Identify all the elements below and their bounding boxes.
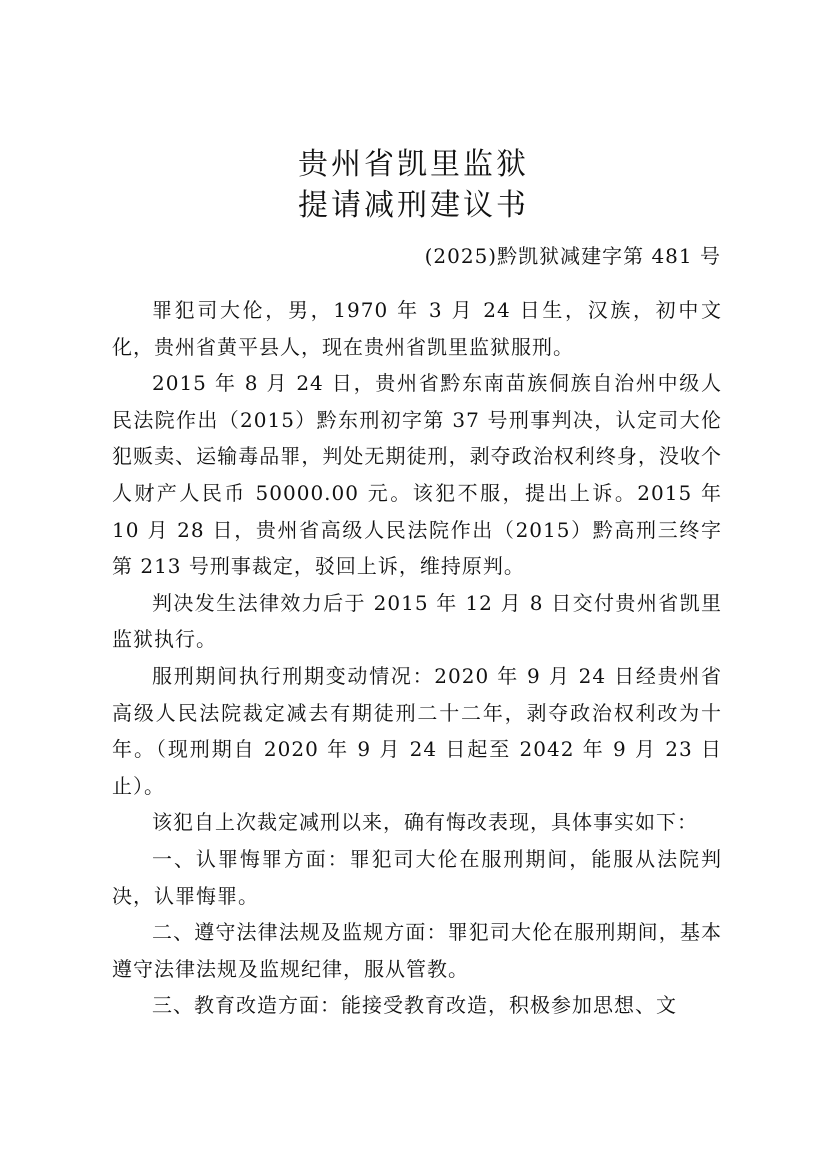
- paragraph-criminal-info: 罪犯司大伦，男，1970 年 3 月 24 日生，汉族，初中文化，贵州省黄平县人，现在贵州省凯里监狱服刑。: [112, 298, 722, 359]
- paragraph-judgment: 2015 年 8 月 24 日，贵州省黔东南苗族侗族自治州中级人民法院作出（2015）黔东刑初字第 37 号刑事判决，认定司大伦犯贩卖、运输毒品罪，判处无期徒刑，剥夺政治权利终身，没收个人财产人民币 50000.00 元。该犯不服，提出上诉。2015 年 10 月 28 日，贵州省高级人民法院作出（2015）黔高刑三终字第 213 号刑事裁定，驳回上诉，维持原判。: [112, 371, 722, 579]
- document-body: [112, 292, 722, 1024]
- document-title-line1: 贵州省凯里监狱: [298, 147, 529, 182]
- paragraph-sentence-change: 服刑期间执行刑期变动情况：2020 年 9 月 24 日经贵州省高级人民法院裁定减去有期徒刑二十二年，剥夺政治权利改为十年。（现刑期自 2020 年 9 月 24 日起至 2042 年 9 月 23 日止）。: [112, 663, 722, 798]
- paragraph-execution: 判决发生法律效力后于 2015 年 12 月 8 日交付贵州省凯里监狱执行。: [112, 590, 722, 652]
- paragraph-point-3: 三、教育改造方面：能接受教育改造，积极参加思想、文: [152, 993, 677, 1018]
- paragraph-point-1: 一、认罪悔罪方面：罪犯司大伦在服刑期间，能服从法院判决，认罪悔罪。: [112, 846, 722, 908]
- paragraph-repentance-intro: 该犯自上次裁定减刑以来，确有悔改表现，具体事实如下：: [152, 810, 698, 835]
- document-number: (2025)黔凯狱减建字第 481 号: [424, 244, 721, 268]
- document-title-line2: 提请减刑建议书: [298, 188, 529, 223]
- paragraph-point-2: 二、遵守法律法规及监规方面：罪犯司大伦在服刑期间，基本遵守法律法规及监规纪律，服从管教。: [112, 920, 722, 981]
